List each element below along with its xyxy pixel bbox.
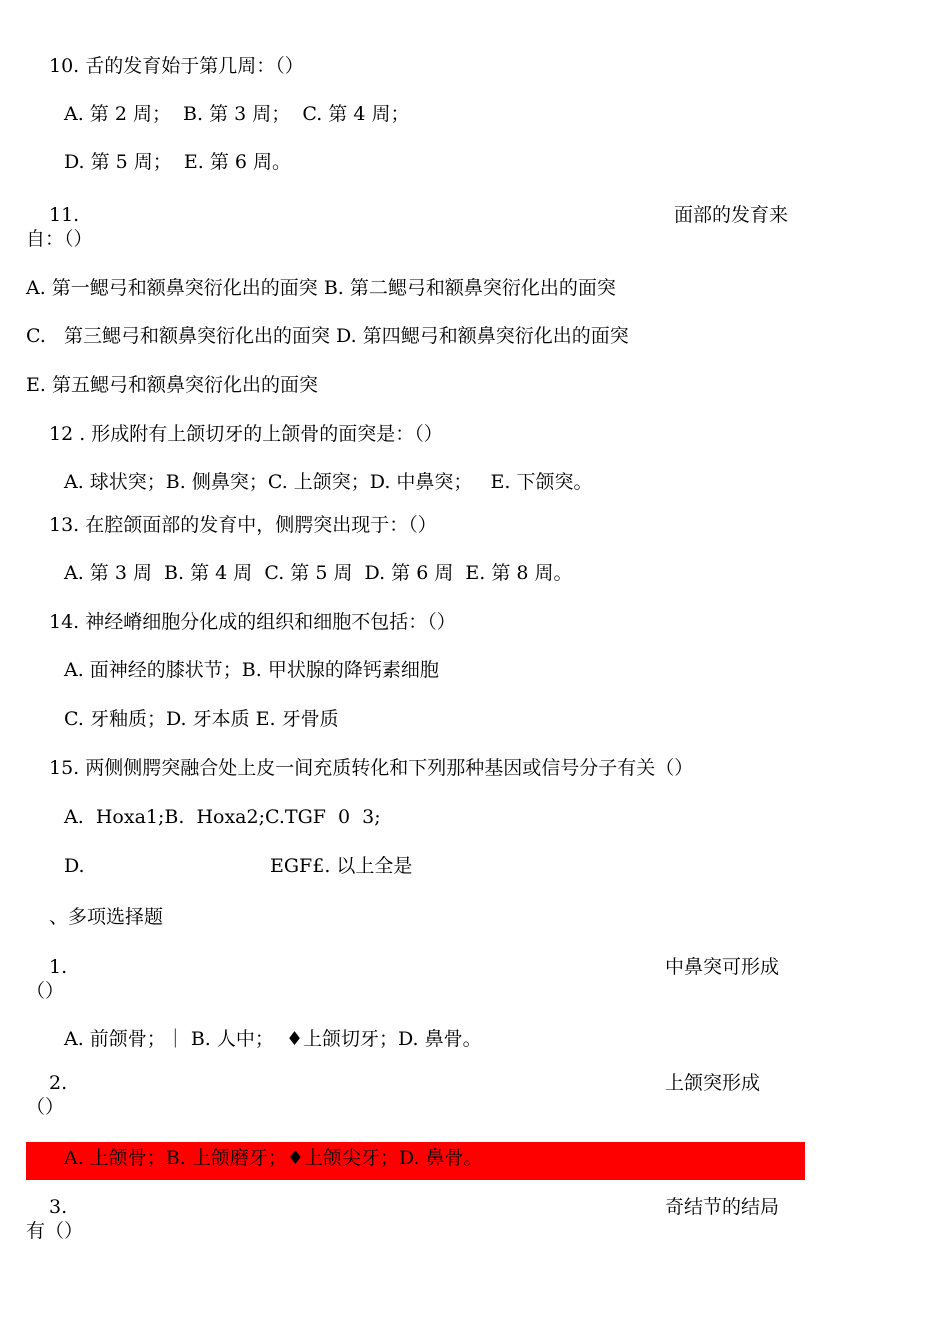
m1-stem-continued: （） [26, 980, 65, 1002]
q14-options-line1: A. 面神经的膝状节；B. 甲状腺的降钙素细胞 [64, 659, 439, 681]
q15-option-d: D. [64, 855, 85, 877]
section-title: 、多项选择题 [49, 906, 164, 928]
q11-stem-right: 面部的发育来 [674, 204, 789, 226]
q12-options: A. 球状突；B. 侧鼻突；C. 上颌突；D. 中鼻突； E. 下颌突。 [64, 471, 593, 493]
q11-options-line2: C. 第三鳃弓和额鼻突衍化出的面突 D. 第四鳃弓和额鼻突衍化出的面突 [26, 325, 629, 347]
m2-options: A. 上颌骨；B. 上颌磨牙；♦上颌尖牙；D. 鼻骨。 [64, 1147, 483, 1169]
q11-stem-continued: 自：（） [26, 228, 93, 250]
m2-stem-continued: （） [26, 1096, 65, 1118]
q14-options-line2: C. 牙釉质；D. 牙本质 E. 牙骨质 [64, 708, 339, 730]
m3-stem-continued: 有（） [26, 1220, 84, 1242]
m3-stem-right: 奇结节的结局 [665, 1196, 780, 1218]
m1-number: 1. [49, 956, 68, 978]
q10-stem: 10. 舌的发育始于第几周：（） [49, 55, 304, 77]
q11-options-line3: E. 第五鳃弓和额鼻突衍化出的面突 [26, 374, 318, 396]
q11-number: 11. [49, 204, 80, 226]
q14-stem: 14. 神经嵴细胞分化成的组织和细胞不包括：（） [49, 611, 456, 633]
q13-stem: 13. 在腔颌面部的发育中，侧腭突出现于：（） [49, 514, 437, 536]
q12-stem: 12 . 形成附有上颌切牙的上颌骨的面突是：（） [49, 423, 443, 445]
q15-options-line1: A. Hoxa1;B. Hoxa2;C.TGF 0 3; [64, 806, 381, 828]
m1-options: A. 前颌骨；｜ B. 人中； ♦上颌切牙；D. 鼻骨。 [64, 1028, 482, 1050]
m2-stem-right: 上颌突形成 [665, 1072, 761, 1094]
q10-options-line2: D. 第 5 周； E. 第 6 周。 [64, 151, 291, 173]
m1-stem-right: 中鼻突可形成 [665, 956, 780, 978]
m3-number: 3. [49, 1196, 68, 1218]
m2-number: 2. [49, 1072, 68, 1094]
q15-stem: 15. 两侧侧腭突融合处上皮一间充质转化和下列那种基因或信号分子有关（） [49, 757, 694, 779]
q11-options-line1: A. 第一鳃弓和额鼻突衍化出的面突 B. 第二鳃弓和额鼻突衍化出的面突 [26, 277, 616, 299]
q10-options-line1: A. 第 2 周； B. 第 3 周； C. 第 4 周； [64, 103, 410, 125]
q15-option-e: EGF£. 以上全是 [270, 855, 413, 877]
q13-options: A. 第 3 周 B. 第 4 周 C. 第 5 周 D. 第 6 周 E. 第 8 周。 [64, 562, 573, 584]
